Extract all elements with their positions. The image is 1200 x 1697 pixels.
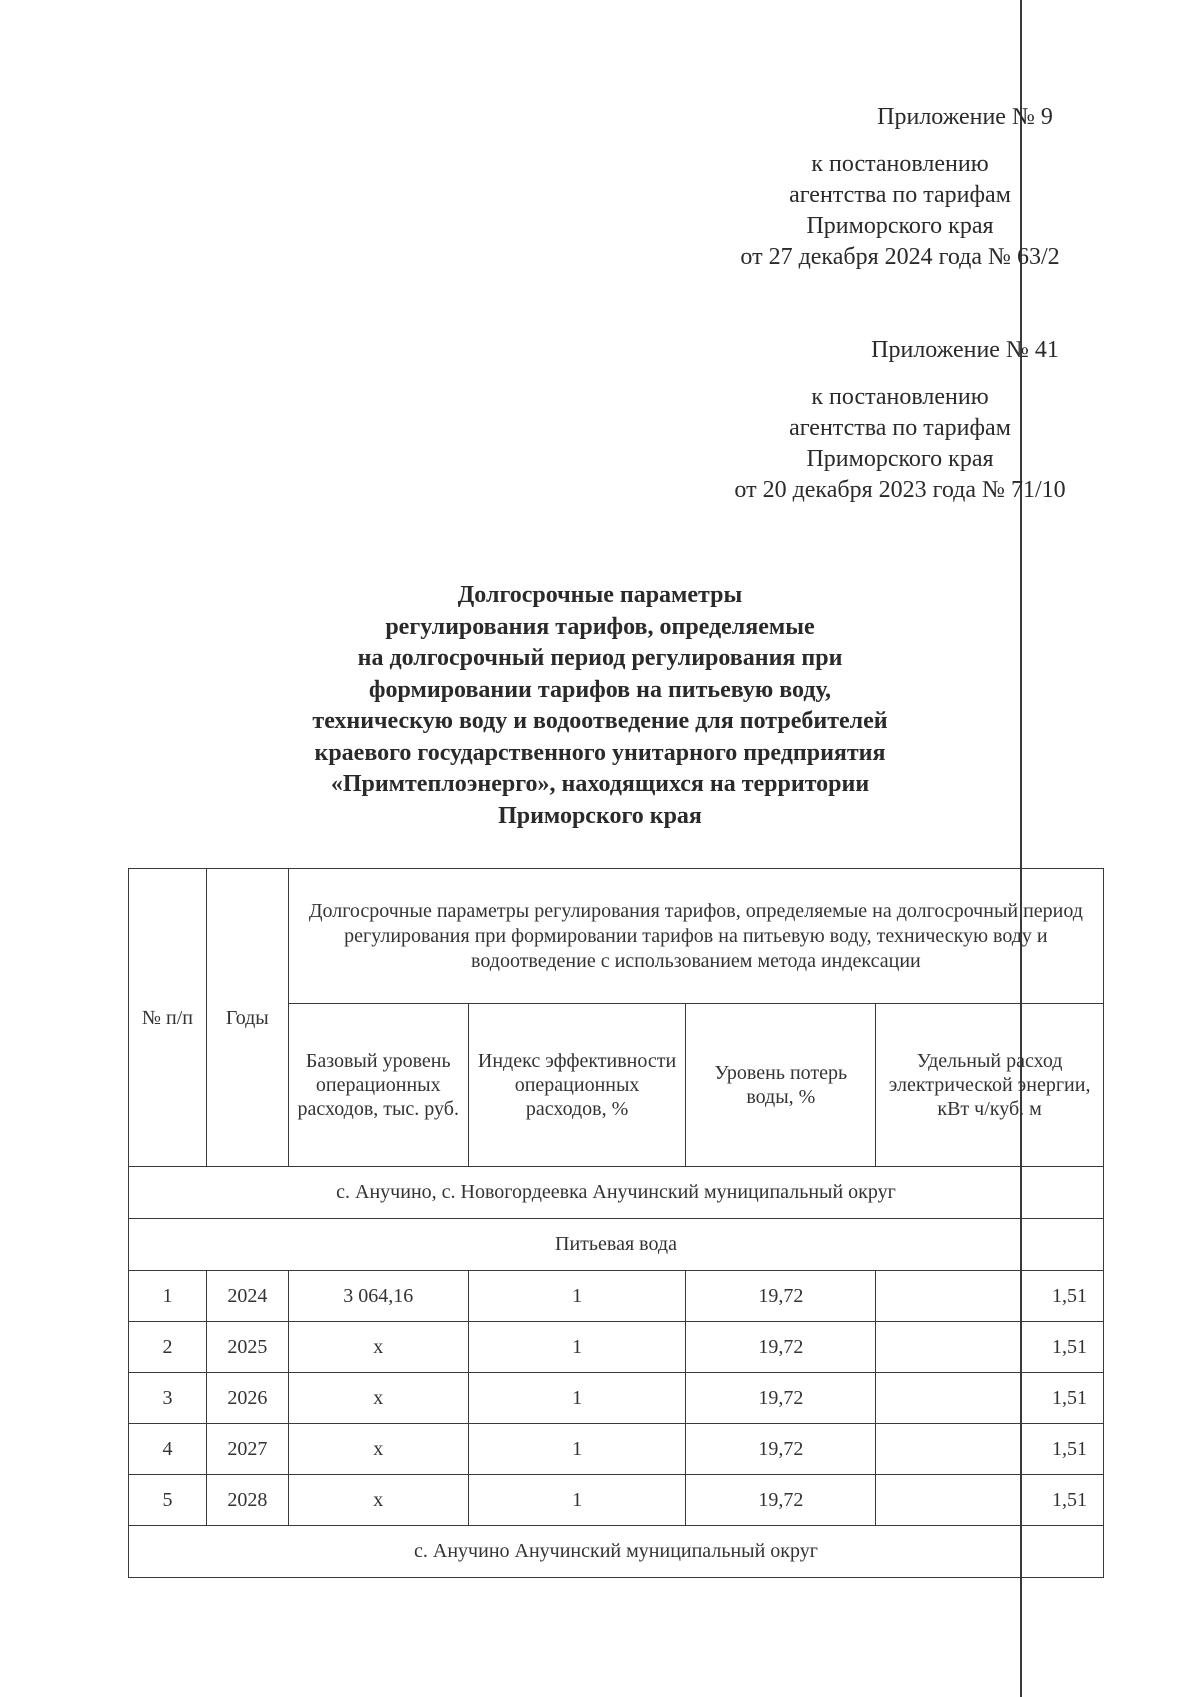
- cell-efficiency-index: 1: [468, 1322, 686, 1373]
- cell-water-loss: 19,72: [686, 1475, 876, 1526]
- section-title: с. Анучино Анучинский муниципальный округ: [129, 1526, 1104, 1578]
- cell-efficiency-index: 1: [468, 1475, 686, 1526]
- attachment-header-9: [700, 102, 1100, 273]
- cell-base-level: х: [288, 1373, 468, 1424]
- attachment-line: Приморского края: [806, 446, 994, 472]
- cell-energy: 1,51: [876, 1322, 1104, 1373]
- cell-energy: 1,51: [876, 1373, 1104, 1424]
- table-row: [129, 1373, 1104, 1424]
- title-line: «Примтеплоэнерго», находящихся на территории: [330, 771, 870, 797]
- cell-water-loss: 19,72: [686, 1424, 876, 1475]
- title-line: Долгосрочные параметры: [457, 582, 743, 608]
- cell-base-level: х: [288, 1475, 468, 1526]
- cell-year: 2028: [206, 1475, 288, 1526]
- cell-energy: 1,51: [876, 1424, 1104, 1475]
- table-row: [129, 1322, 1104, 1373]
- title-line: краевого государственного унитарного предприятия: [314, 739, 886, 766]
- subsection-title: Питьевая вода: [129, 1219, 1104, 1271]
- cell-year: 2024: [206, 1271, 288, 1322]
- cell-number: 5: [129, 1475, 207, 1526]
- title-line: регулирования тарифов, определяемые: [385, 613, 815, 640]
- cell-year: 2027: [206, 1424, 288, 1475]
- section-title: с. Анучино, с. Новогордеевка Анучинский муниципальный округ: [129, 1167, 1104, 1219]
- table-row: [129, 1475, 1104, 1526]
- attachment-line: к постановлению: [811, 151, 989, 177]
- cell-water-loss: 19,72: [686, 1322, 876, 1373]
- title-line: Приморского края: [498, 802, 702, 829]
- column-header-base-level: Базовый уровень операционных расходов, тыс. руб.: [288, 1004, 468, 1167]
- cell-energy: 1,51: [876, 1271, 1104, 1322]
- column-header-number: № п/п: [129, 869, 207, 1167]
- cell-water-loss: 19,72: [686, 1271, 876, 1322]
- attachment-line: от 27 декабря 2024 года № 63/2: [740, 244, 1060, 270]
- column-header-energy-consumption: Удельный расход электрической энергии, кВт ч/куб. м: [876, 1004, 1104, 1167]
- attachment-line: Приморского края: [806, 213, 994, 239]
- cell-efficiency-index: 1: [468, 1373, 686, 1424]
- section-row: [129, 1167, 1104, 1219]
- cell-energy: 1,51: [876, 1475, 1104, 1526]
- document-title: [200, 580, 1000, 832]
- table-header-row: [129, 869, 1104, 1004]
- group-header: Долгосрочные параметры регулирования тарифов, определяемые на долгосрочный период регулирования при формировании тарифов на питьевую воду, техническую воду и водоотведение с использованием метода индексации: [288, 869, 1103, 1004]
- section-row: [129, 1526, 1104, 1578]
- cell-number: 3: [129, 1373, 207, 1424]
- column-header-year: Годы: [206, 869, 288, 1167]
- table-row: [129, 1271, 1104, 1322]
- attachment-line: агентства по тарифам: [789, 415, 1011, 441]
- column-header-water-loss: Уровень потерь воды, %: [686, 1004, 876, 1167]
- title-line: формировании тарифов на питьевую воду,: [368, 676, 832, 703]
- cell-year: 2026: [206, 1373, 288, 1424]
- cell-efficiency-index: 1: [468, 1424, 686, 1475]
- table-row: [129, 1424, 1104, 1475]
- subsection-row: [129, 1219, 1104, 1271]
- title-line: на долгосрочный период регулирования при: [357, 645, 843, 671]
- cell-efficiency-index: 1: [468, 1271, 686, 1322]
- cell-year: 2025: [206, 1322, 288, 1373]
- cell-base-level: х: [288, 1424, 468, 1475]
- attachment-number: Приложение № 41: [871, 337, 1059, 363]
- cell-base-level: х: [288, 1322, 468, 1373]
- title-line: техническую воду и водоотведение для потребителей: [312, 708, 888, 734]
- cell-water-loss: 19,72: [686, 1373, 876, 1424]
- attachment-number: Приложение № 9: [877, 104, 1053, 130]
- attachment-line: от 20 декабря 2023 года № 71/10: [734, 477, 1066, 503]
- parameters-table: [128, 868, 1104, 1578]
- cell-number: 2: [129, 1322, 207, 1373]
- cell-number: 4: [129, 1424, 207, 1475]
- attachment-line: агентства по тарифам: [789, 182, 1011, 208]
- attachment-header-41: [690, 335, 1110, 506]
- cell-base-level: 3 064,16: [288, 1271, 468, 1322]
- attachment-line: к постановлению: [811, 384, 989, 410]
- cell-number: 1: [129, 1271, 207, 1322]
- column-header-efficiency-index: Индекс эффективности операционных расходов, %: [468, 1004, 686, 1167]
